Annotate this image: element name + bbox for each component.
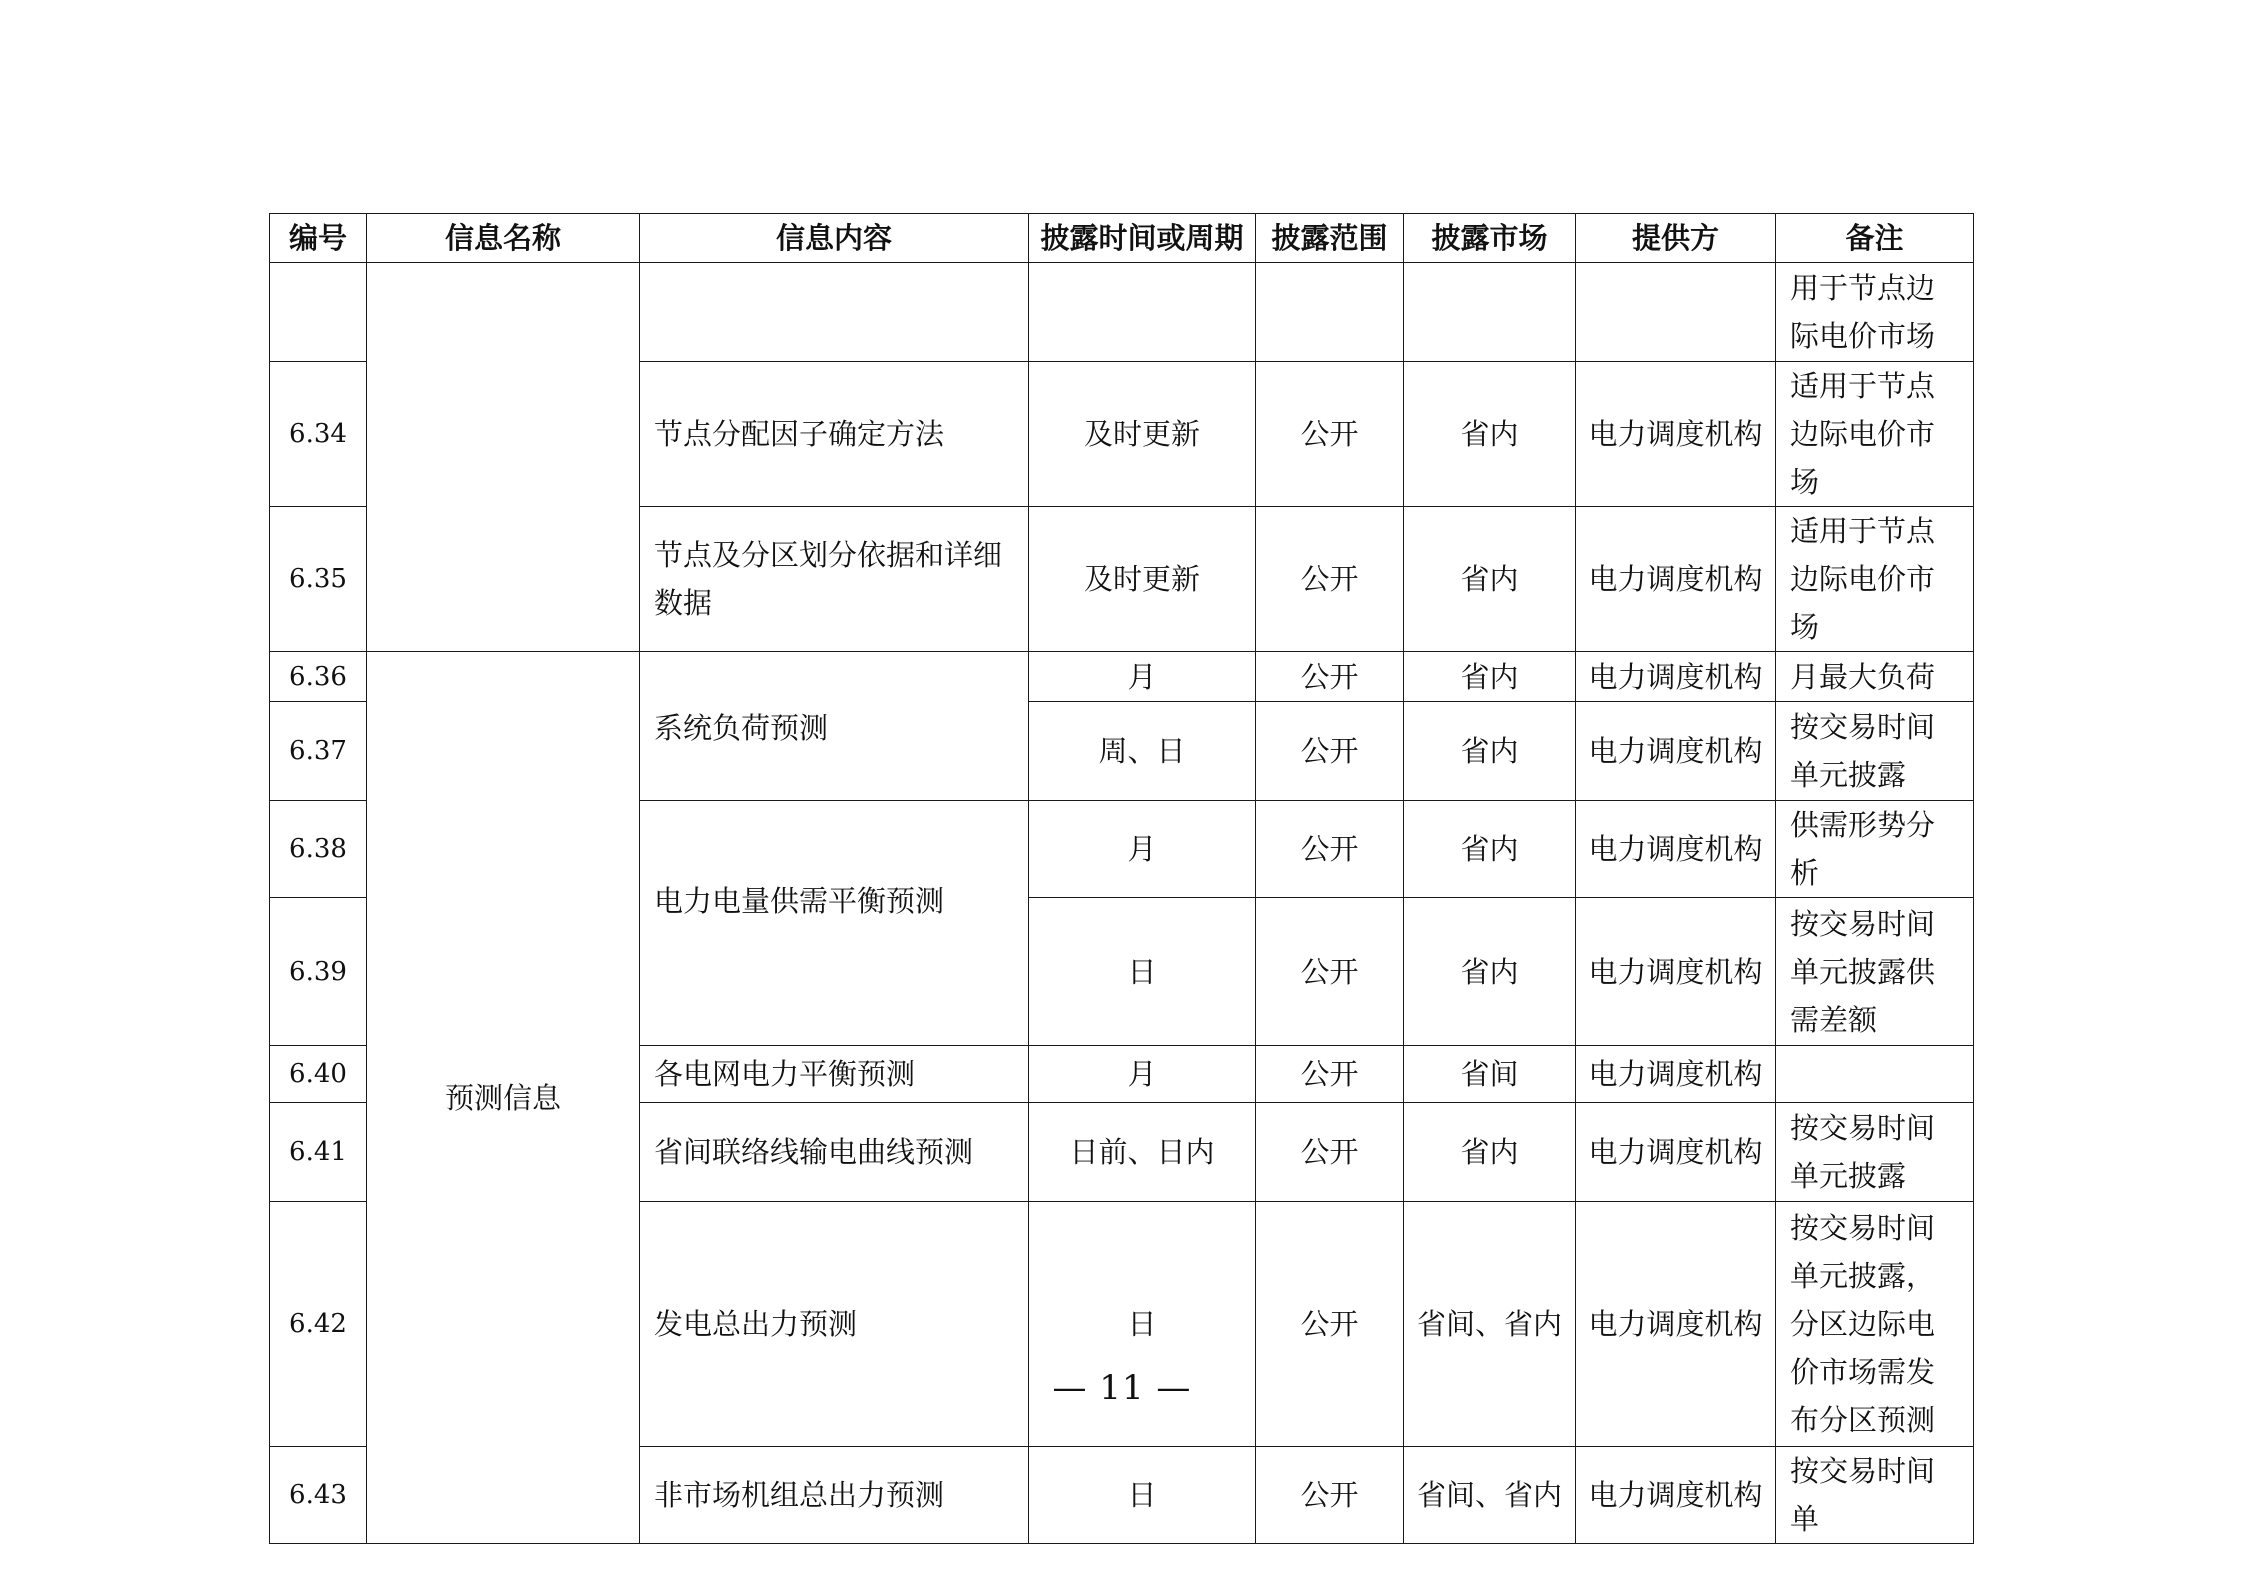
row-note: 按交易时间单元披露 bbox=[1776, 702, 1974, 801]
row-id: 6.37 bbox=[270, 702, 367, 801]
row-period: 月 bbox=[1029, 1046, 1256, 1103]
row-market: 省间 bbox=[1404, 1046, 1576, 1103]
row-market: 省内 bbox=[1404, 801, 1576, 898]
row-period: 日 bbox=[1029, 1202, 1256, 1447]
row-id: 6.43 bbox=[270, 1447, 367, 1544]
row-provider: 电力调度机构 bbox=[1576, 1103, 1776, 1202]
row-id: 6.41 bbox=[270, 1103, 367, 1202]
page-number: — 11 — bbox=[1052, 1368, 1192, 1408]
row-market: 省内 bbox=[1404, 362, 1576, 507]
group-info-name: 预测信息 bbox=[367, 652, 640, 1544]
header-scope: 披露范围 bbox=[1256, 214, 1404, 263]
row-provider: 电力调度机构 bbox=[1576, 507, 1776, 652]
row-note: 月最大负荷 bbox=[1776, 652, 1974, 702]
row-provider: 电力调度机构 bbox=[1576, 1447, 1776, 1544]
row-scope bbox=[1256, 263, 1404, 362]
row-provider: 电力调度机构 bbox=[1576, 702, 1776, 801]
row-scope: 公开 bbox=[1256, 898, 1404, 1046]
header-note: 备注 bbox=[1776, 214, 1974, 263]
row-market: 省间、省内 bbox=[1404, 1202, 1576, 1447]
header-id: 编号 bbox=[270, 214, 367, 263]
header-info-content: 信息内容 bbox=[640, 214, 1029, 263]
row-market: 省内 bbox=[1404, 702, 1576, 801]
row-provider: 电力调度机构 bbox=[1576, 652, 1776, 702]
row-scope: 公开 bbox=[1256, 1202, 1404, 1447]
row-period: 及时更新 bbox=[1029, 362, 1256, 507]
row-content: 节点分配因子确定方法 bbox=[640, 362, 1029, 507]
row-id: 6.34 bbox=[270, 362, 367, 507]
row-period: 周、日 bbox=[1029, 702, 1256, 801]
row-note: 供需形势分析 bbox=[1776, 801, 1974, 898]
row-market bbox=[1404, 263, 1576, 362]
row-period: 月 bbox=[1029, 801, 1256, 898]
row-market: 省间、省内 bbox=[1404, 1447, 1576, 1544]
row-note: 适用于节点边际电价市场 bbox=[1776, 507, 1974, 652]
header-info-name: 信息名称 bbox=[367, 214, 640, 263]
row-scope: 公开 bbox=[1256, 652, 1404, 702]
row-info-name-continued bbox=[367, 263, 640, 652]
row-content: 非市场机组总出力预测 bbox=[640, 1447, 1029, 1544]
row-period bbox=[1029, 263, 1256, 362]
table-row bbox=[270, 263, 1974, 362]
row-note: 适用于节点边际电价市场 bbox=[1776, 362, 1974, 507]
row-id: 6.38 bbox=[270, 801, 367, 898]
row-content: 系统负荷预测 bbox=[640, 652, 1029, 801]
row-scope: 公开 bbox=[1256, 1046, 1404, 1103]
row-scope: 公开 bbox=[1256, 507, 1404, 652]
row-id bbox=[270, 263, 367, 362]
row-content: 发电总出力预测 bbox=[640, 1202, 1029, 1447]
row-provider: 电力调度机构 bbox=[1576, 1202, 1776, 1447]
row-content: 电力电量供需平衡预测 bbox=[640, 801, 1029, 1046]
row-period: 日 bbox=[1029, 1447, 1256, 1544]
row-note bbox=[1776, 1046, 1974, 1103]
header-provider: 提供方 bbox=[1576, 214, 1776, 263]
table-row bbox=[270, 652, 1974, 702]
row-period: 及时更新 bbox=[1029, 507, 1256, 652]
row-id: 6.42 bbox=[270, 1202, 367, 1447]
row-period: 月 bbox=[1029, 652, 1256, 702]
row-content: 节点及分区划分依据和详细数据 bbox=[640, 507, 1029, 652]
row-provider: 电力调度机构 bbox=[1576, 362, 1776, 507]
row-content: 各电网电力平衡预测 bbox=[640, 1046, 1029, 1103]
row-note: 按交易时间单元披露供需差额 bbox=[1776, 898, 1974, 1046]
row-market: 省内 bbox=[1404, 898, 1576, 1046]
row-content bbox=[640, 263, 1029, 362]
row-note: 按交易时间单 bbox=[1776, 1447, 1974, 1544]
row-provider: 电力调度机构 bbox=[1576, 801, 1776, 898]
row-provider bbox=[1576, 263, 1776, 362]
row-market: 省内 bbox=[1404, 1103, 1576, 1202]
disclosure-table bbox=[269, 213, 1974, 1544]
row-id: 6.39 bbox=[270, 898, 367, 1046]
row-scope: 公开 bbox=[1256, 702, 1404, 801]
row-id: 6.40 bbox=[270, 1046, 367, 1103]
row-scope: 公开 bbox=[1256, 1447, 1404, 1544]
row-id: 6.36 bbox=[270, 652, 367, 702]
row-id: 6.35 bbox=[270, 507, 367, 652]
header-row bbox=[270, 214, 1974, 263]
row-scope: 公开 bbox=[1256, 362, 1404, 507]
row-period: 日 bbox=[1029, 898, 1256, 1046]
header-period: 披露时间或周期 bbox=[1029, 214, 1256, 263]
row-note: 按交易时间单元披露，分区边际电价市场需发布分区预测 bbox=[1776, 1202, 1974, 1447]
row-note: 用于节点边际电价市场 bbox=[1776, 263, 1974, 362]
row-scope: 公开 bbox=[1256, 1103, 1404, 1202]
row-period: 日前、日内 bbox=[1029, 1103, 1256, 1202]
row-provider: 电力调度机构 bbox=[1576, 898, 1776, 1046]
row-provider: 电力调度机构 bbox=[1576, 1046, 1776, 1103]
row-note: 按交易时间单元披露 bbox=[1776, 1103, 1974, 1202]
header-market: 披露市场 bbox=[1404, 214, 1576, 263]
row-market: 省内 bbox=[1404, 652, 1576, 702]
row-scope: 公开 bbox=[1256, 801, 1404, 898]
row-content: 省间联络线输电曲线预测 bbox=[640, 1103, 1029, 1202]
row-market: 省内 bbox=[1404, 507, 1576, 652]
